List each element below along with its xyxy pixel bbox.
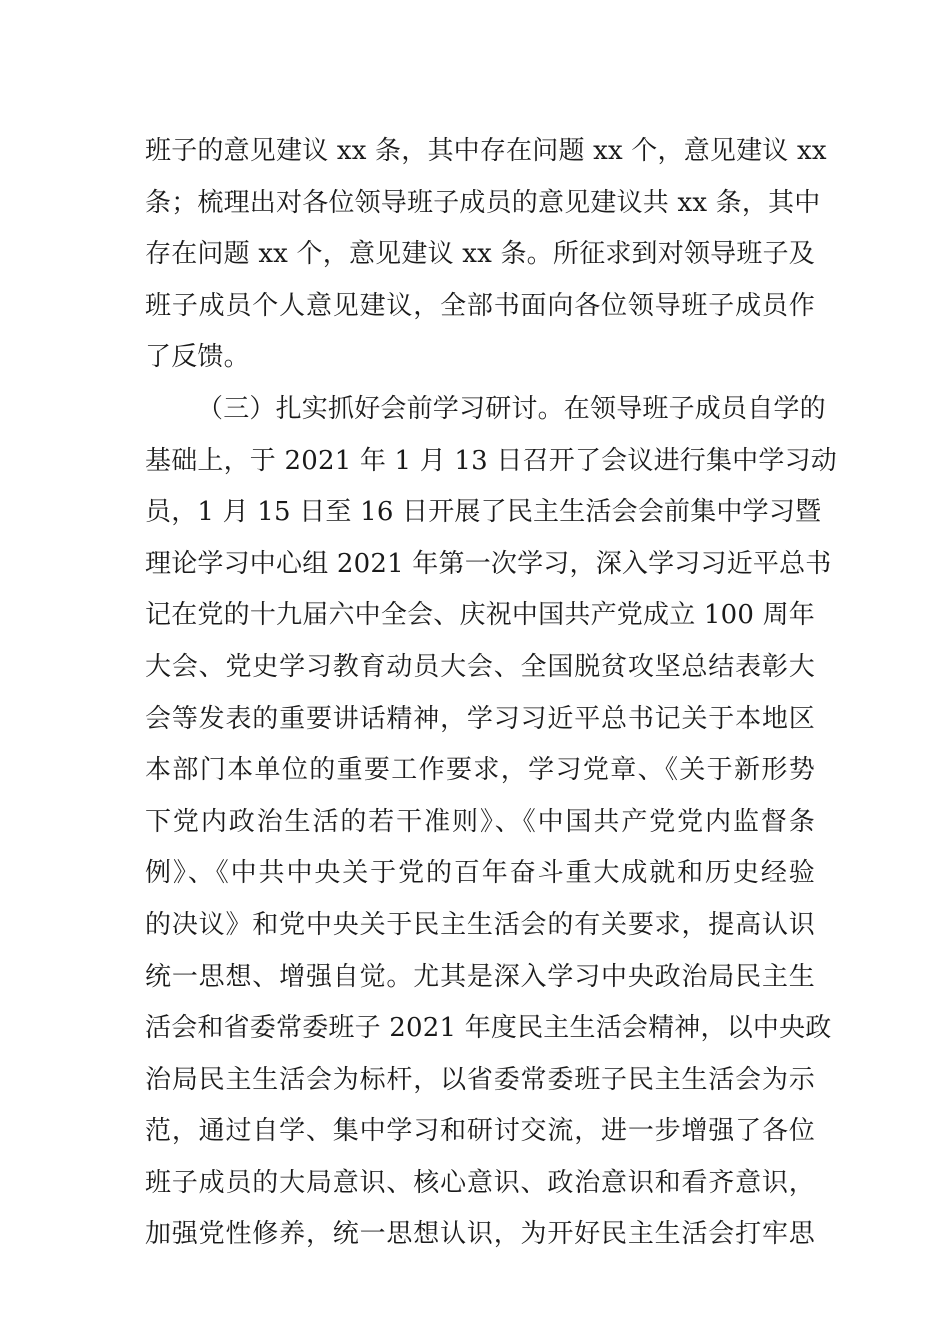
text-line: 治局民主生活会为标杆，以省委常委班子民主生活会为示 xyxy=(145,1064,815,1095)
text-line: 下党内政治生活的若干准则》、《中国共产党党内监督条 xyxy=(145,806,815,837)
text-line: 条；梳理出对各位领导班子成员的意见建议共 xx 条，其中 xyxy=(145,187,821,218)
text-line: 理论学习中心组 2021 年第一次学习，深入学习习近平总书 xyxy=(145,548,832,579)
text-line: 大会、党史学习教育动员大会、全国脱贫攻坚总结表彰大 xyxy=(145,651,815,682)
text-line: 记在党的十九届六中全会、庆祝中国共产党成立 100 周年 xyxy=(145,600,815,631)
text-line: 了反馈。 xyxy=(145,342,250,373)
text-line: 例》、《中共中央关于党的百年奋斗重大成就和历史经验 xyxy=(145,858,815,889)
text-line: （三）扎实抓好会前学习研讨。在领导班子成员自学的 xyxy=(197,393,826,424)
text-line: 班子的意见建议 xx 条，其中存在问题 xx 个，意见建议 xx xyxy=(145,136,827,166)
text-line: 加强党性修养，统一思想认识，为开好民主生活会打牢思 xyxy=(145,1219,815,1250)
text-line: 统一思想、增强自觉。尤其是深入学习中央政治局民主生 xyxy=(145,961,815,992)
text-line: 班子成员的大局意识、核心意识、政治意识和看齐意识， xyxy=(145,1167,815,1198)
text-line: 员，1 月 15 日至 16 日开展了民主生活会会前集中学习暨 xyxy=(145,497,822,528)
text-line: 存在问题 xx 个，意见建议 xx 条。所征求到对领导班子及 xyxy=(145,239,815,270)
paragraph-study-discussion xyxy=(145,384,837,1261)
text-line: 范，通过自学、集中学习和研讨交流，进一步增强了各位 xyxy=(145,1116,815,1147)
text-line: 本部门本单位的重要工作要求，学习党章、《关于新形势 xyxy=(145,755,815,786)
paragraph-feedback xyxy=(145,126,827,384)
text-line: 会等发表的重要讲话精神，学习习近平总书记关于本地区 xyxy=(145,703,815,734)
document-body xyxy=(145,126,837,1261)
text-line: 的决议》和党中央关于民主生活会的有关要求，提高认识 xyxy=(145,909,815,940)
text-line: 基础上，于 2021 年 1 月 13 日召开了会议进行集中学习动 xyxy=(145,445,837,476)
text-line: 班子成员个人意见建议，全部书面向各位领导班子成员作 xyxy=(145,290,815,321)
text-line: 活会和省委常委班子 2021 年度民主生活会精神，以中央政 xyxy=(145,1013,832,1044)
